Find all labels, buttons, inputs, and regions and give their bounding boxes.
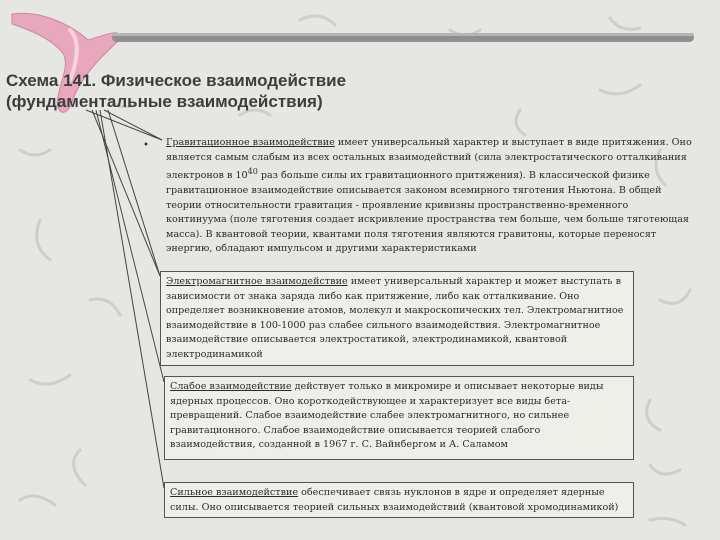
title-line-1: Схема 141. Физическое взаимодействие xyxy=(6,71,347,90)
electromagnetic-box xyxy=(160,271,634,366)
gravity-exponent: 40 xyxy=(247,167,258,177)
electromagnetic-text: имеет универсальный характер и может выступать в зависимости от знака заряда либо как притяжение, либо как отталкивание. Оно определяет возникновение атомов, молекул и макроскопических тел. Электромагнитное взаимодействие в 100-1000 раз слабее сильного взаимодействия. Электромагнитное взаимодействие описывается электростатикой, электродинамикой, квантовой электродинамикой xyxy=(166,276,624,360)
weak-text: действует только в микромире и описывает некоторые виды ядерных процессов. Оно короткодействующее и характеризует все виды бета-превращений. Слабое взаимодействие слабее электромагнитного, но сильнее гравитационного. Слабое взаимодействие описывается теорией слабого взаимодействия, созданной в 1967 г. С. Вайнбергом и А. Саламом xyxy=(170,381,604,451)
weak-box xyxy=(164,376,634,460)
strong-box xyxy=(164,482,634,518)
gravity-box xyxy=(162,133,696,253)
gravity-text-b: раз больше силы их гравитационного притяжения). В классической физике гравитационное взаимодействие описывается законом всемирного тяготения Ньютона. В общей теории относительности гравитация - проявление кривизны пространственно-временного континуума (поле тяготения создает искривление пространства тем больше, чем больше тяготеющая масса). В квантовой теории, квантами поля тяготения являются гравитоны, которые переносят энергию, обладают импульсом и другими характеристиками xyxy=(166,170,689,255)
strong-term: Сильное взаимодействие xyxy=(170,487,299,498)
slide-title xyxy=(6,70,566,112)
strong-text: обеспечивает связь нуклонов в ядре и определяет ядерные силы. Оно описывается теорией сильных взаимодействий (квантовой хромодинамикой) xyxy=(170,487,619,513)
bullet-marker: • xyxy=(143,140,149,151)
title-line-2: (фундаментальные взаимодействия) xyxy=(6,92,323,111)
gravity-text-a: имеет универсальный характер и выступает в виде притяжения. Оно является самым слабым из всех остальных взаимодействий (сила электростатического отталкивания электронов в 10 xyxy=(166,137,692,182)
electromagnetic-term: Электромагнитное взаимодействие xyxy=(166,276,348,287)
gravity-term: Гравитационное взаимодействие xyxy=(166,137,335,148)
weak-term: Слабое взаимодействие xyxy=(170,381,292,392)
